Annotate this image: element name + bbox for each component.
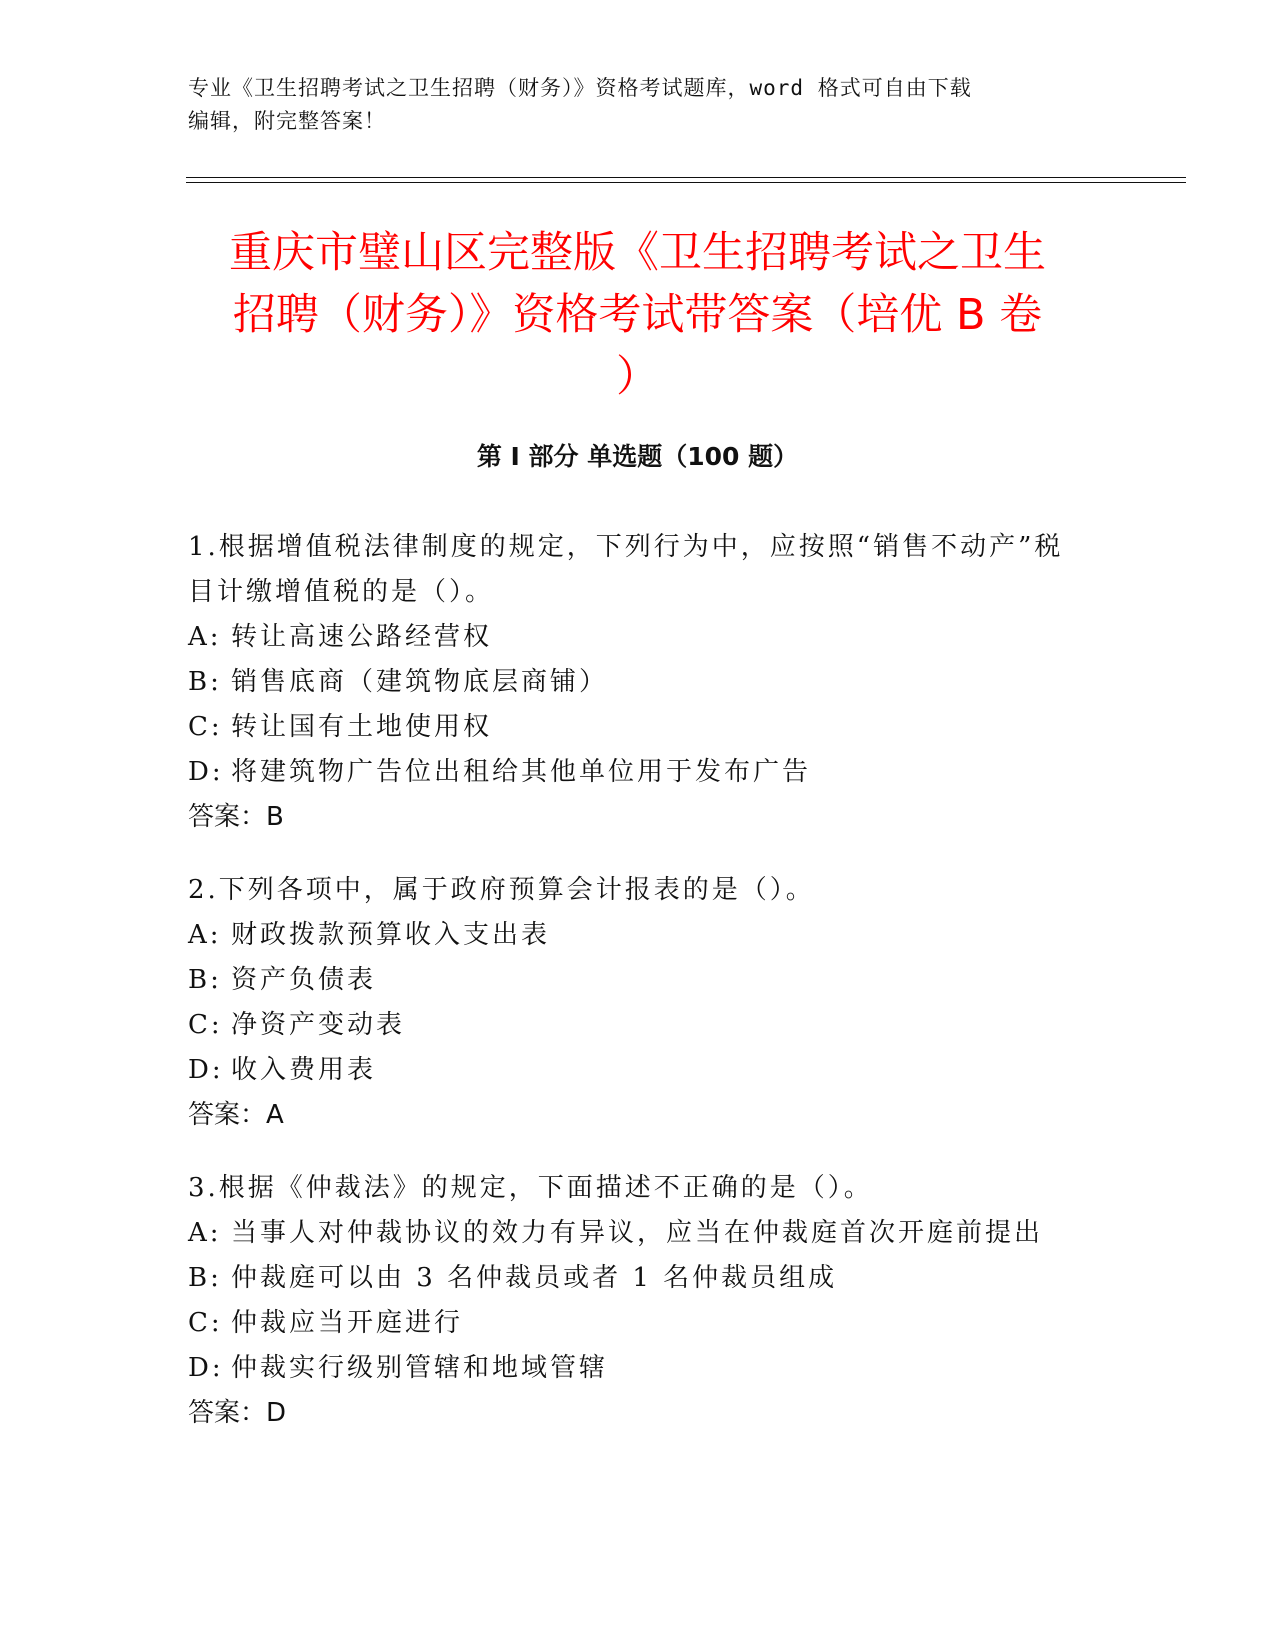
question-stem: 2.下列各项中，属于政府预算会计报表的是（）。 bbox=[188, 875, 815, 905]
answer: 答案：D bbox=[188, 1398, 287, 1428]
document-title-line-1: 重庆市璧山区完整版《卫生招聘考试之卫生 bbox=[229, 228, 1046, 278]
option-a bbox=[188, 1211, 1088, 1256]
header-note bbox=[188, 72, 1088, 138]
header-divider-bottom bbox=[186, 182, 1186, 183]
section-title: 第 I 部分 单选题（100 题） bbox=[476, 442, 799, 471]
document-title-line-3: ） bbox=[616, 352, 659, 402]
question-1 bbox=[188, 525, 1088, 840]
option-a bbox=[188, 615, 1088, 660]
option-text: 转让国有土地使用权 bbox=[231, 712, 493, 742]
option-text: 仲裁应当开庭进行 bbox=[231, 1308, 464, 1338]
option-b bbox=[188, 660, 1088, 705]
option-text: 收入费用表 bbox=[231, 1055, 377, 1085]
option-letter: A: bbox=[188, 920, 222, 950]
option-letter: A: bbox=[188, 622, 222, 652]
question-2 bbox=[188, 868, 1088, 1138]
option-text: 资产负债表 bbox=[231, 965, 377, 995]
question-stem: 1.根据增值税法律制度的规定，下列行为中，应按照“销售不动产”税目计缴增值税的是（）。 bbox=[188, 532, 1064, 607]
option-letter: B: bbox=[188, 1263, 222, 1293]
option-c bbox=[188, 1301, 1088, 1346]
option-letter: B: bbox=[188, 667, 222, 697]
option-letter: C: bbox=[188, 712, 223, 742]
option-d bbox=[188, 1346, 1088, 1391]
option-b bbox=[188, 1256, 1088, 1301]
question-stem: 3.根据《仲裁法》的规定，下面描述不正确的是（）。 bbox=[188, 1173, 873, 1203]
option-b bbox=[188, 958, 1088, 1003]
option-d bbox=[188, 1048, 1088, 1093]
option-text: 将建筑物广告位出租给其他单位用于发布广告 bbox=[231, 757, 812, 787]
header-note-line-1: 专业《卫生招聘考试之卫生招聘（财务）》资格考试题库，word 格式可自由下载 bbox=[188, 76, 972, 100]
answer: 答案：A bbox=[188, 1100, 284, 1130]
option-letter: D: bbox=[188, 1353, 224, 1383]
option-letter: C: bbox=[188, 1010, 223, 1040]
option-text: 仲裁庭可以由 3 名仲裁员或者 1 名仲裁员组成 bbox=[231, 1263, 838, 1293]
option-letter: B: bbox=[188, 965, 222, 995]
option-text: 转让高速公路经营权 bbox=[231, 622, 493, 652]
option-letter: A: bbox=[188, 1218, 222, 1248]
document-title bbox=[150, 222, 1125, 408]
option-text: 仲裁实行级别管辖和地域管辖 bbox=[231, 1353, 609, 1383]
option-letter: C: bbox=[188, 1308, 223, 1338]
question-3 bbox=[188, 1166, 1088, 1436]
option-c bbox=[188, 1003, 1088, 1048]
option-c bbox=[188, 705, 1088, 750]
document-title-line-2: 招聘（财务）》资格考试带答案（培优 B 卷 bbox=[232, 290, 1043, 340]
option-text: 当事人对仲裁协议的效力有异议，应当在仲裁庭首次开庭前提出 bbox=[231, 1218, 1044, 1248]
option-text: 财政拨款预算收入支出表 bbox=[231, 920, 551, 950]
option-letter: D: bbox=[188, 1055, 224, 1085]
option-a bbox=[188, 913, 1088, 958]
option-d bbox=[188, 750, 1088, 795]
option-letter: D: bbox=[188, 757, 224, 787]
question-list bbox=[188, 525, 1088, 1464]
answer: 答案：B bbox=[188, 802, 284, 832]
option-text: 销售底商（建筑物底层商铺） bbox=[231, 667, 609, 697]
option-text: 净资产变动表 bbox=[231, 1010, 406, 1040]
header-note-line-2: 编辑，附完整答案！ bbox=[188, 109, 386, 133]
header-divider-top bbox=[186, 177, 1186, 178]
